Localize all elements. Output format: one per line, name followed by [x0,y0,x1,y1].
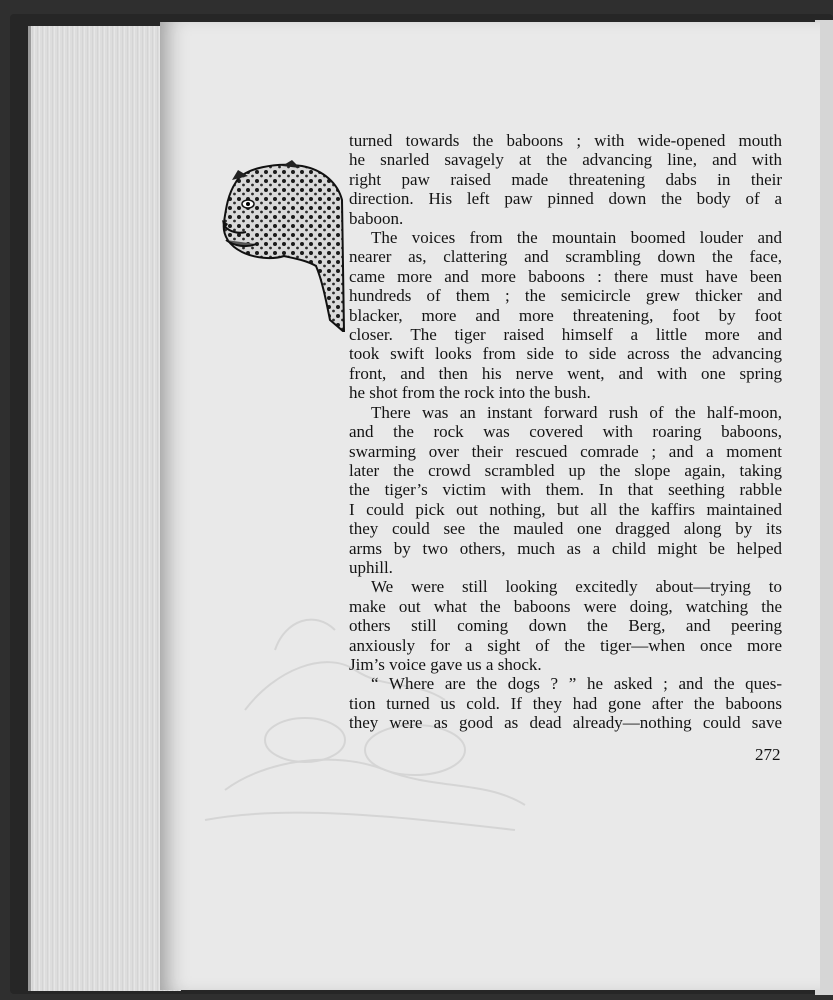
text-line: Jim’s voice gave us a shock. [349,654,542,674]
text-line: came more and more baboons : there must have been [349,266,782,286]
text-line: closer. The tiger raised himself a little more and [349,325,782,345]
text-line: swarming over their rescued comrade ; and a moment [349,441,782,461]
text-line: make out what the baboons were doing, watching the [349,596,782,616]
body-text [349,131,782,733]
text-line: I could pick out nothing, but all the kaffirs maintained [349,499,782,519]
leopard-icon [218,160,348,332]
text-line: later the crowd scrambled up the slope again, taking [349,460,782,480]
text-line: anxiously for a sight of the tiger—when once more [349,635,782,655]
text-line: hundreds of them ; the semicircle grew thicker and [349,286,782,306]
text-line: direction. His left paw pinned down the body of a [349,189,782,209]
text-line: he shot from the rock into the bush. [349,383,591,403]
text-line: arms by two others, much as a child might be helped [349,538,782,558]
text-line: and the rock was covered with roaring baboons, [349,422,782,442]
text-line: right paw raised made threatening dabs in their [349,169,782,189]
text-line: front, and then his nerve went, and with one spring [349,363,782,383]
text-line: There was an instant forward rush of the half-moon, [371,402,782,422]
text-line: he snarled savagely at the advancing line, and with [349,150,782,170]
text-line: The voices from the mountain boomed louder and [371,228,782,248]
page-edges [28,26,181,991]
text-line: turned towards the baboons ; with wide-opened mouth [349,131,782,150]
page-number: 272 [755,745,781,764]
text-line: the tiger’s victim with them. In that seething rabble [349,480,782,500]
text-line: took swift looks from side to side across the advancing [349,344,782,364]
text-line: baboon. [349,208,404,228]
text-line: tion turned us cold. If they had gone after the baboons [349,693,782,713]
text-line: We were still looking excitedly about—trying to [371,577,782,597]
text-line: uphill. [349,557,393,577]
text-line: others still coming down the Berg, and peering [349,616,782,636]
text-line: they were as good as dead already—nothing could save [349,713,782,733]
text-line: “ Where are the dogs ? ” he asked ; and the ques- [371,674,782,694]
text-line: nearer as, clattering and scrambling down the face, [349,247,782,267]
text-line: blacker, more and more threatening, foot by foot [349,305,782,325]
text-line: they could see the mauled one dragged along by its [349,519,782,539]
